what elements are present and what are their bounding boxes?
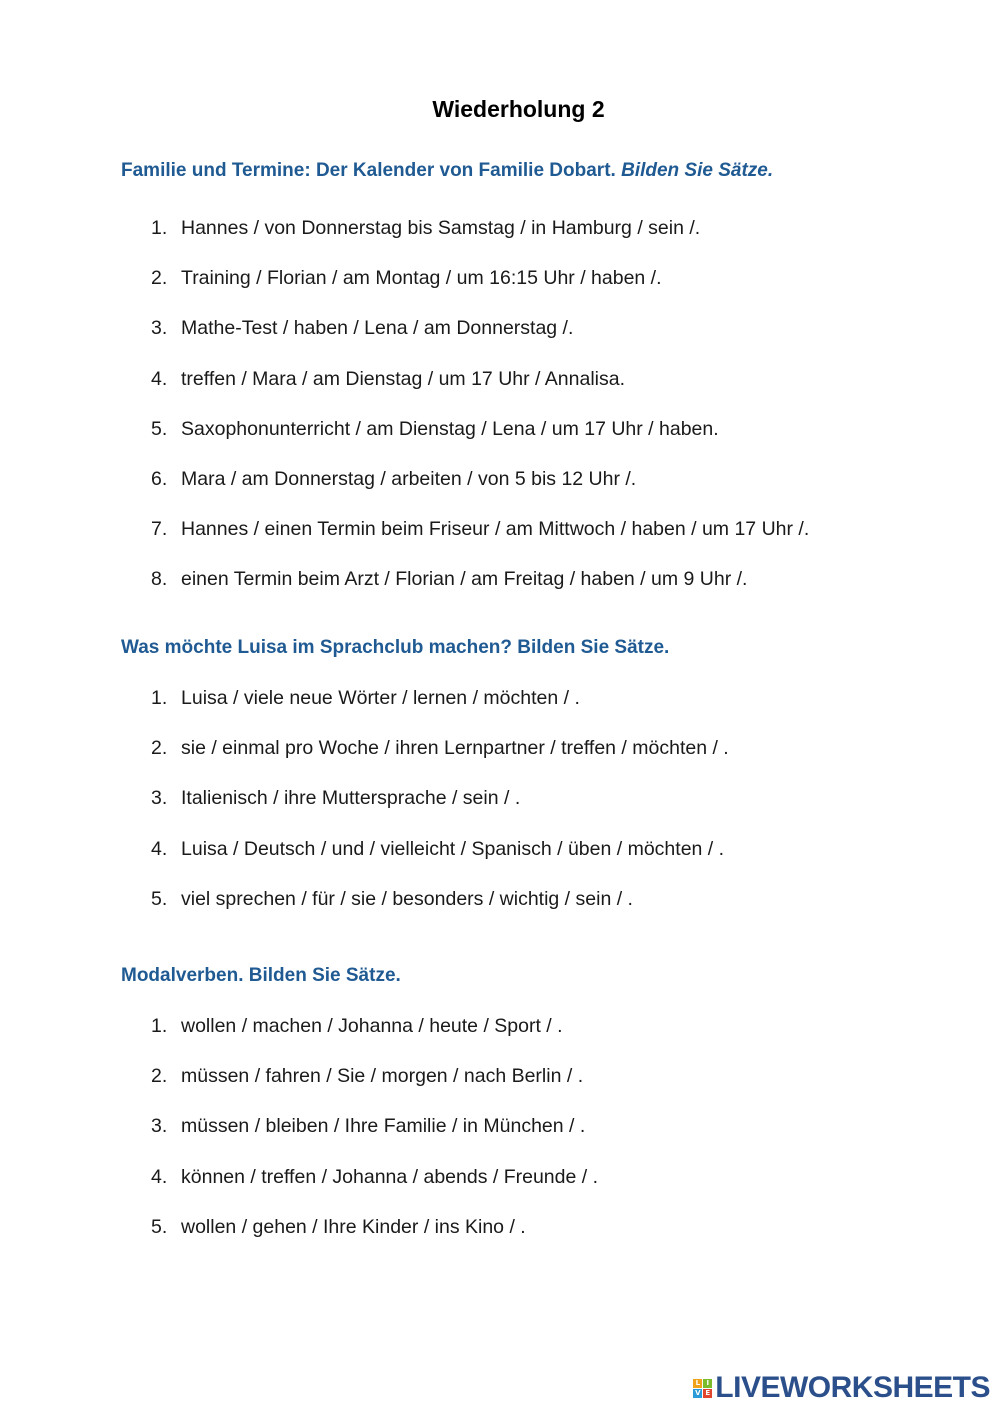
section-heading-familie <box>121 160 773 182</box>
logo-block: V <box>695 1388 701 1397</box>
list-item <box>151 736 729 786</box>
item-text: Training / Florian / am Montag / um 16:15 Uhr / haben /. <box>181 267 662 290</box>
logo-block: L <box>693 1379 702 1388</box>
item-number: 2. <box>151 1065 168 1088</box>
item-number: 2. <box>151 267 168 290</box>
item-number: 1. <box>151 687 168 709</box>
section-heading-text: Modalverben. Bilden Sie Sätze. <box>121 965 401 986</box>
list-item <box>151 686 729 736</box>
item-text: können / treffen / Johanna / abends / Freunde / . <box>181 1165 599 1188</box>
list-item <box>151 316 809 366</box>
list-item <box>151 367 809 417</box>
list-item <box>151 887 729 937</box>
item-text: Italienisch / ihre Muttersprache / sein / . <box>181 787 521 810</box>
logo-text: LIVEWORKSHEETS <box>715 1371 990 1404</box>
list-item <box>151 1215 598 1265</box>
list-item <box>151 786 729 836</box>
item-text: Saxophonunterricht / am Dienstag / Lena / um 17 Uhr / haben. <box>181 417 719 440</box>
item-number: 5. <box>151 887 168 910</box>
section-heading-instruction: Bilden Sie Sätze. <box>621 160 774 181</box>
item-text: wollen / machen / Johanna / heute / Sport / . <box>181 1015 563 1037</box>
item-text: wollen / gehen / Ihre Kinder / ins Kino / . <box>181 1215 526 1238</box>
item-text: treffen / Mara / am Dienstag / um 17 Uhr / Annalisa. <box>181 367 626 390</box>
item-number: 2. <box>151 737 168 760</box>
logo-blocks-icon <box>693 1379 712 1398</box>
item-number: 3. <box>151 317 168 340</box>
list-item <box>151 266 809 316</box>
exercise-list-familie <box>151 216 809 618</box>
list-item <box>151 1014 598 1064</box>
item-text: Hannes / von Donnerstag bis Samstag / in Hamburg / sein /. <box>181 217 701 239</box>
list-item <box>151 837 729 887</box>
logo-block: I <box>703 1379 712 1388</box>
list-item <box>151 1064 598 1114</box>
list-item <box>151 1114 598 1164</box>
item-text: viel sprechen / für / sie / besonders / wichtig / sein / . <box>181 887 633 910</box>
item-text: Luisa / Deutsch / und / vielleicht / Spanisch / üben / möchten / . <box>181 837 725 860</box>
item-text: Mara / am Donnerstag / arbeiten / von 5 bis 12 Uhr /. <box>181 467 637 490</box>
item-text: müssen / bleiben / Ihre Familie / in München / . <box>181 1115 586 1138</box>
item-number: 6. <box>151 467 168 490</box>
item-number: 5. <box>151 1215 168 1238</box>
page-title: Wiederholung 2 <box>432 96 605 122</box>
list-item <box>151 417 809 467</box>
logo-block: E <box>703 1389 712 1398</box>
list-item <box>151 467 809 517</box>
list-item <box>151 567 809 617</box>
item-text: einen Termin beim Arzt / Florian / am Freitag / haben / um 9 Uhr /. <box>181 568 748 591</box>
item-number: 4. <box>151 837 168 860</box>
item-number: 5. <box>151 417 168 440</box>
item-number: 1. <box>151 1015 168 1037</box>
item-number: 1. <box>151 217 168 239</box>
item-number: 7. <box>151 518 168 541</box>
list-item <box>151 517 809 567</box>
section-heading-text: Was möchte Luisa im Sprachclub machen? Bilden Sie Sätze. <box>121 637 670 658</box>
section-heading-luisa <box>121 637 669 659</box>
section-heading-modalverben <box>121 965 401 987</box>
item-text: Luisa / viele neue Wörter / lernen / möchten / . <box>181 687 580 709</box>
exercise-list-modalverben <box>151 1014 598 1265</box>
list-item <box>151 216 809 266</box>
section-heading-text: Familie und Termine: Der Kalender von Familie Dobart. <box>121 160 616 181</box>
liveworksheets-logo <box>693 1371 990 1405</box>
exercise-list-luisa <box>151 686 729 937</box>
item-text: Mathe-Test / haben / Lena / am Donnerstag /. <box>181 317 574 340</box>
item-text: sie / einmal pro Woche / ihren Lernpartner / treffen / möchten / . <box>181 737 729 760</box>
item-number: 4. <box>151 367 168 390</box>
list-item <box>151 1165 598 1215</box>
item-number: 3. <box>151 1115 168 1138</box>
item-number: 8. <box>151 568 168 591</box>
item-text: müssen / fahren / Sie / morgen / nach Berlin / . <box>181 1065 584 1088</box>
item-text: Hannes / einen Termin beim Friseur / am Mittwoch / haben / um 17 Uhr /. <box>181 518 810 541</box>
item-number: 4. <box>151 1165 168 1188</box>
item-number: 3. <box>151 787 168 810</box>
